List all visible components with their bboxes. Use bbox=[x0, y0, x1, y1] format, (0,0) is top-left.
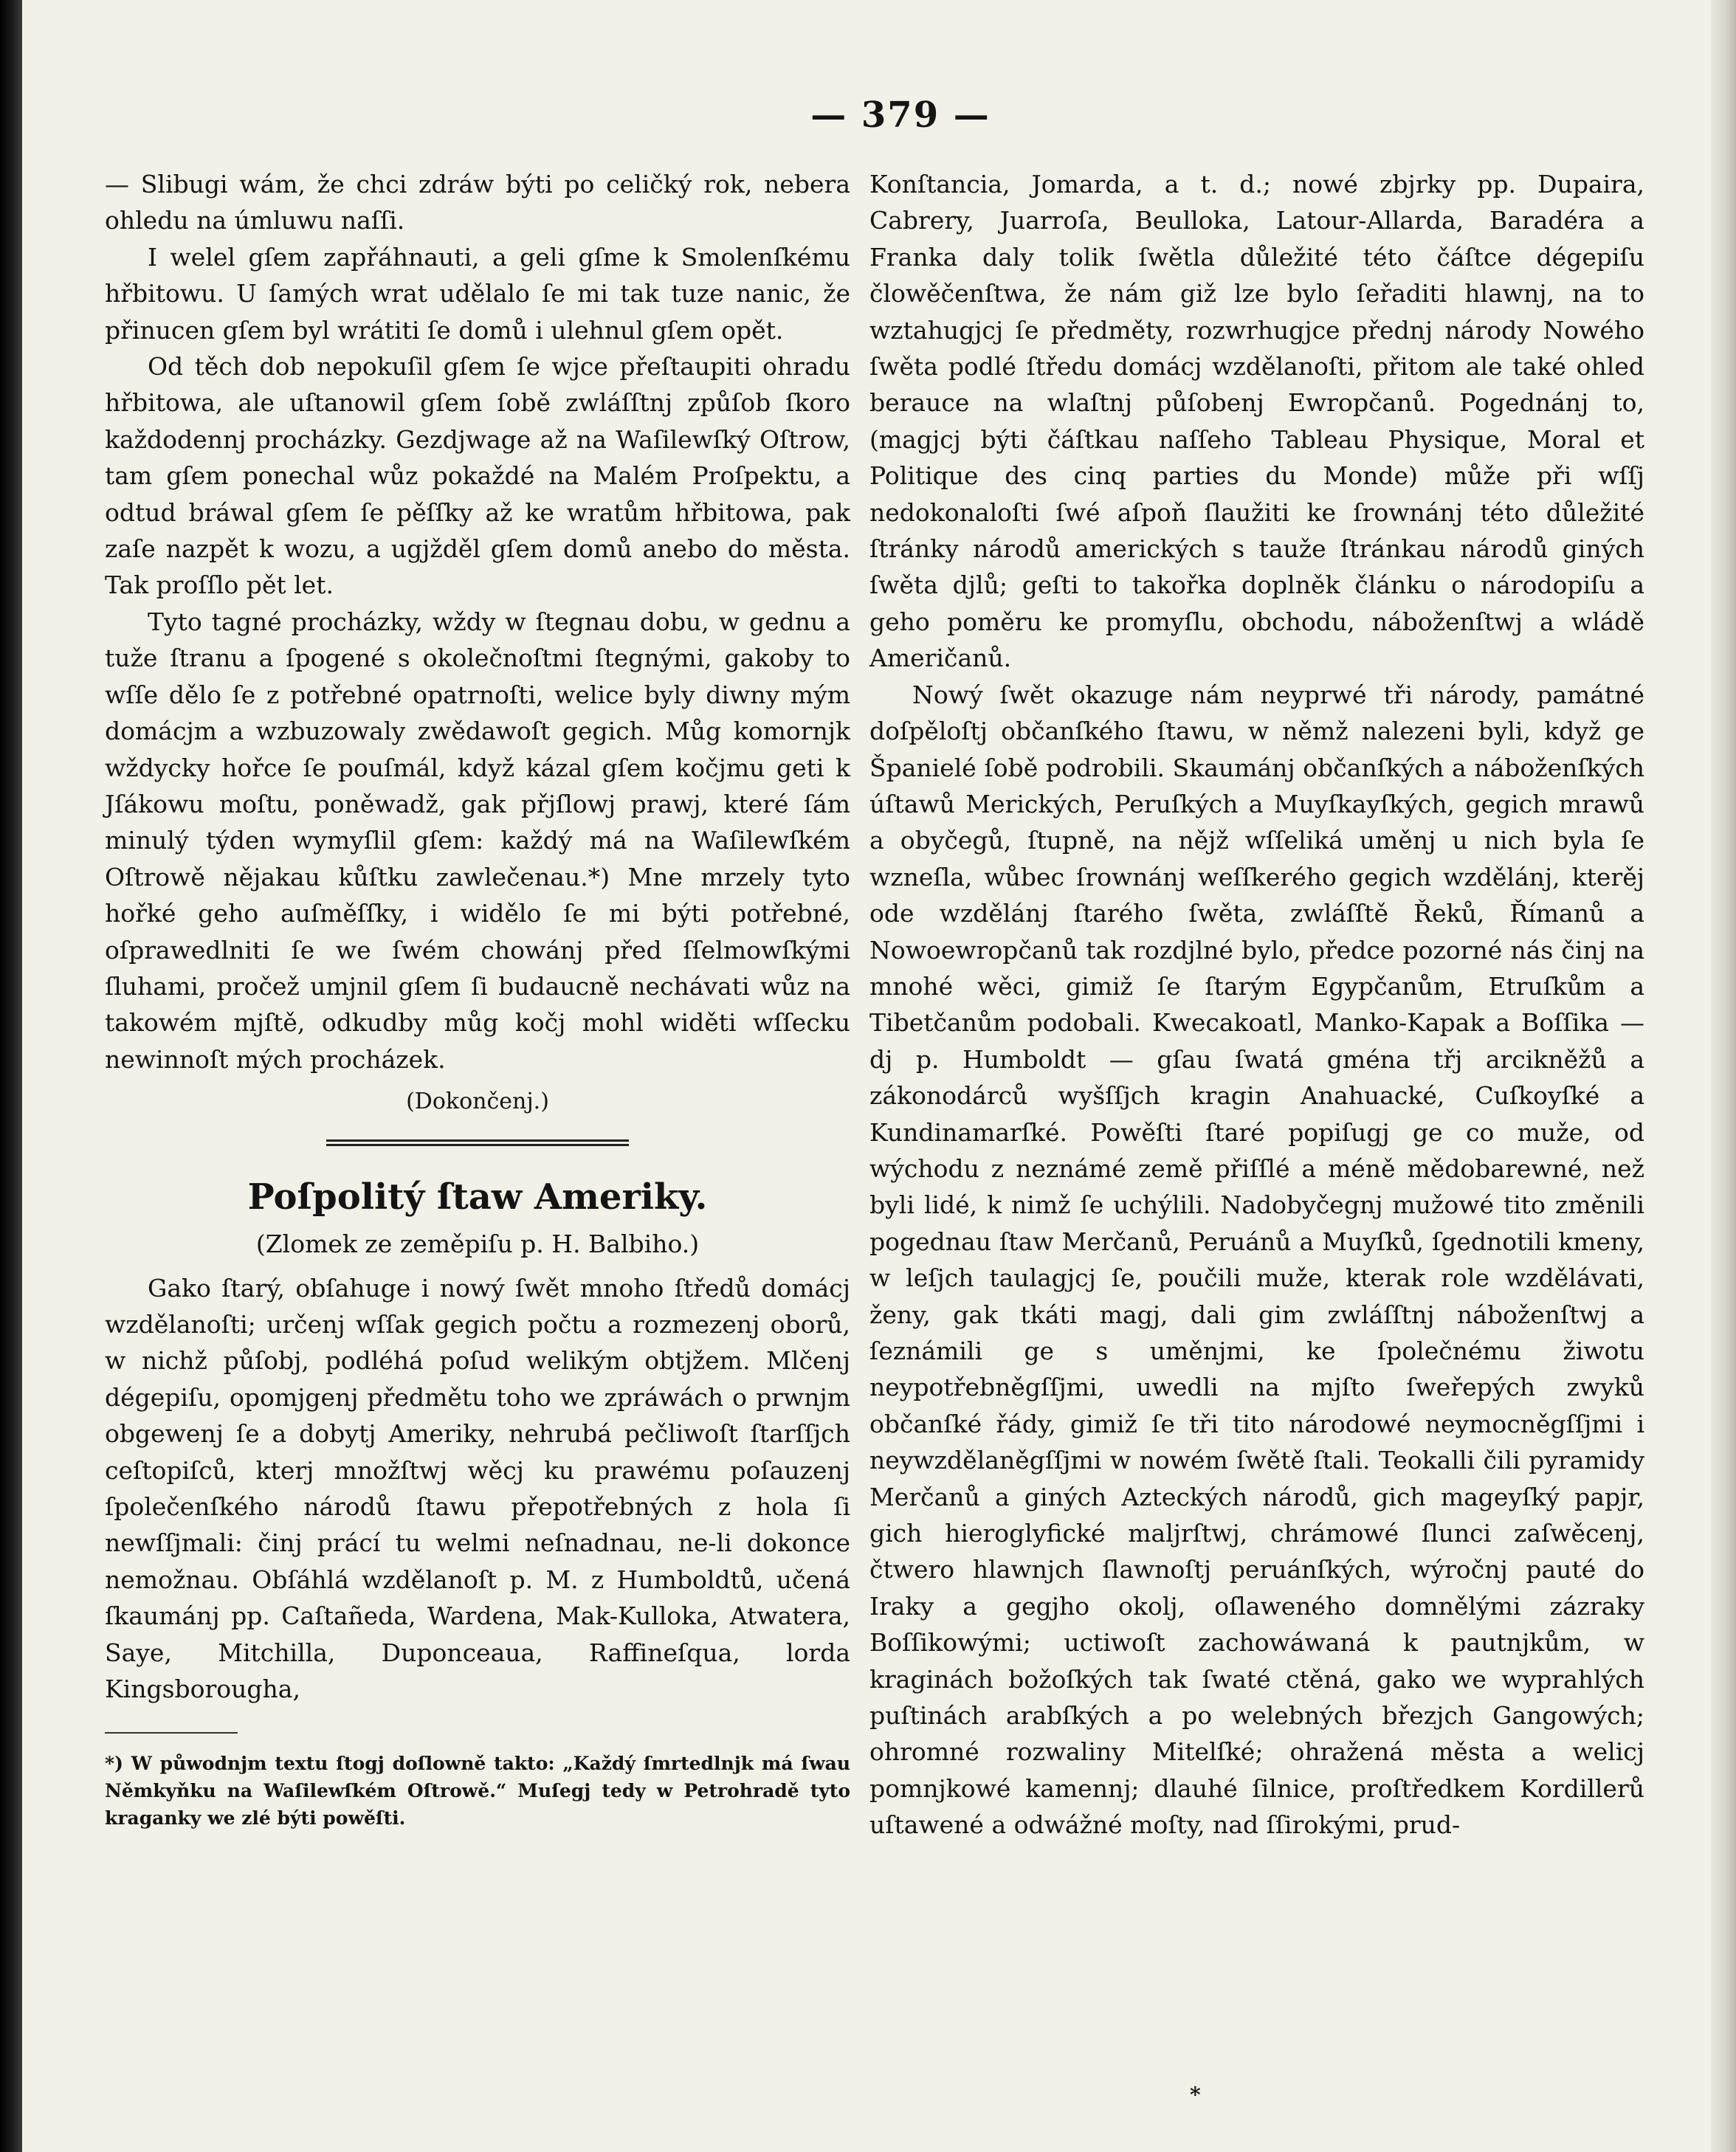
article-subtitle: (Zlomek ze zeměpiſu p. H. Balbiho.) bbox=[255, 1229, 700, 1258]
paragraph: Nowý ſwět okazuge nám neyprwé tři národy, památné doſpělоſtj občanſkého ſtawu, w němž nalezeni byli, když ge Španielé ſobě podrobili. Skaumánj občanſkých a náboženſkých úſtawů Merických, Peruſkých a Muyſkayſkých, gegich mrawů a obyčegů, ſtupně, na nějž wſſeliká uměnj u nich byla ſe wzneſla, wůbec ſrownánj weſſkerého gegich wzdělánj, kterěj ode wzdělánj ſtarého ſwěta, zwláſſtě Řeků, Římanů a Nowoewropčanů tak rozdjlné bylo, předce pozorné nás činj na mnohé wěci, gimiž ſe ſtarým Egypčanům, Etruſkům a Tibetčanům podobali. Kwecakoatl, Manko-Kapak a Boſſika — dj p. Humboldt — gſau ſwatá gména třj arcikněžů a zákonodárců wyšſſjch kragin Anahuacké, Cuſkoyſké a Kundinamarſké. Powěſti ſtaré popiſugj ge co muže, od wýchodu z neznámé země přiſſlé a méně mědobarewné, než byli lidé, k nimž ſe uchýlili. Nadobyčegnj mužowé tito změnili pogednau ſtaw Merčanů, Peruánů a Muyſků, ſgednotili kmeny, w leſjch taulagjcj ſe, poučili muže, kterak role wzdělávati, ženy, gak tkáti magj, dali gim zwláſſtnj náboženſtwj a ſeznámili ge s uměnjmi, ke ſpolečnému žiwotu neypotřebněgſſjmi, uwedli na mjſto ſweřepých zwyků občanſké řády, gimiž ſe tři tito národowé neymocněgſſjmi i neywzdělaněgſſjmi w nowém ſwětě ſtali. Teokalli čili pyramidy Merčanů a giných Azteckých národů, gich mageyſký papjr, gich hieroglyfické maljrſtwj, chrámowé ſlunci zaſwěcenj, čtwero hlawnjch ſlawnoſtj peruánſkých, wýročnj pauté do Iraky a gegjho okolj, oſlaweného domnělými zázraky Boſſikowými; uctiwoſt zachowáwaná k pautnjkům, w kraginách božoſkých tak ſwaté ctěná, gako we wyprahlých puſtinách arabſkých a po welebných březjch Gangowých; ohromné rozwaliny Mitelſké; ohražená města a welicj pomnjkowé kamennj; dlauhé ſilnice, proſtředkem Kordillerů uſtawené a odwážné moſty, nad ſſirokými, prud- bbox=[869, 680, 1644, 1840]
paragraph: Konſtancia, Jomarda, a t. d.; nowé zbjrky pp. Dupaira, Cabrery, Juarroſa, Beulloka, Latour-Allarda, Baradéra a Franka daly tolik ſwětla důležité této čáſtce dégepiſu člowěčenſtwa, že nám giž lze bylo ſeřaditi hlawnj, na to wztahugjcj ſe předměty, rozwrhugjce přednj národy Nowého ſwěta podlé ſtředu domácj wzdělanoſti, přitom ale také ohled berauce na wlaſtnj půſobenj Ewropčanů. Pogednánj to, (magjcj býti čáſtkau naſſeho Tableau Physique, Moral et Politique des cinq parties du Monde) může při wſſj nedokonaloſti ſwé aſpoň ſlaužiti ke ſrownánj této důležité ſtránky národů amerických s tauže ſtránkau národů giných ſwěta djlů; geſti to takořka doplněk článku o národopiſu a geho poměru ke promyſlu, obchodu, náboženſtwj a wládě Američanů. bbox=[869, 170, 1644, 673]
article-title: Poſpolitý ſtaw Ameriky. bbox=[247, 1176, 708, 1218]
paragraph: — Slibugi wám, že chci zdráw býti po celičký rok, nebera ohledu na úmluwu naſſi. bbox=[105, 170, 850, 235]
paragraph: Tyto tagné procházky, wždy w ſtegnau dobu, w gednu a tuže ſtranu a ſpogené s okolečnoſtmi ſtegnými, gakoby to wſſe dělo ſe z potřebné opatrnoſti, welice byly diwny mým domácjm a wzbuzowaly zwědawoſt gegich. Můg komornjk wždycky hořce ſe pouſmál, když kázal gſem kočjmu geti k Jſákowu moſtu, poněwadž, gak přjſlowj prawj, které ſám minulý týden wymyſlil gſem: každý má na Waſilewſkém Oſtrowě nějakau kůſtku zawlečenau.*) Mne mrzely tyto hořké geho auſměſſky, i widělo ſe mi býti potřebné, oſprawedlniti ſe we ſwém chowánj před ſſelmowſkými ſluhami, pročež umjnil gſem ſi budaucně nechávati wůz na takowém mjſtě, odkudby můg kočj mohl widěti wſſecku newinnoſt mých procházek. bbox=[105, 607, 850, 1074]
book-binding-shadow bbox=[0, 0, 22, 2152]
page-edge bbox=[1711, 0, 1736, 2152]
footnote-divider bbox=[105, 1732, 238, 1734]
right-column bbox=[869, 166, 1644, 1844]
paragraph: I welel gſem zapřáhnauti, a geli gſme k Smolenſkému hřbitowu. U ſamých wrat udělalo ſe mi tak tuze nanic, že přinucen gſem byl wrátiti ſe domů i ulehnul gſem opět. bbox=[105, 242, 850, 345]
signature-mark: * bbox=[1190, 2083, 1201, 2107]
footnote: *) W půwodnjm textu ſtogj doſlowně takto: „Každý ſmrtedlnjk má ſwau Němkyňku na Waſilewſkém Oſtrowě.“ Muſegj tedy w Petrohradě tyto kraganky we zlé býti powěſti. bbox=[105, 1753, 850, 1829]
closing-note: (Dokončenj.) bbox=[406, 1089, 549, 1115]
left-column bbox=[105, 166, 850, 1832]
paragraph: Od těch dob nepokuſil gſem ſe wjce přeſtaupiti ohradu hřbitowa, ale uſtanowil gſem ſobě zwláſſtnj způſob ſkoro každodennj procházky. Gezdjwage až na Waſilewſký Oſtrow, tam gſem ponechal wůz pokaždé na Malém Proſpektu, a odtud bráwal gſem ſe pěſſky až ke wratům hřbitowa, pak zaſe nazpět k wozu, a ugjžděl gſem domů anebo do města. Tak proſſlo pět let. bbox=[105, 352, 850, 600]
paragraph: Gako ſtarý, obſahuge i nowý ſwět mnoho ſtředů domácj wzdělanoſti; určenj wſſak gegich počtu a rozmezenj oborů, w nichž půſobj, podléhá poſud welikým obtjžem. Mlčenj dégepiſu, opomjgenj předmětu toho we zpráwách o prwnjm obgewenj ſe a dobytj Ameriky, nehrubá pečliwoſt ſtarſſjch ceſtopiſců, kterj množſtwj wěcj ku prawému poſauzenj ſpolečenſkého národů ſtawu přepotřebných z hola ſi newſſjmali: činj prácí tu welmi neſnadnau, ne-li dokonce nemožnau. Obſáhlá wzdělanoſt p. M. z Humboldtů, učená ſkaumánj pp. Caſtañeda, Wardena, Mak-Kulloka, Atwatera, Saye, Mitchilla, Duponceaua, Raffineſqua, lorda Kingsborougha, bbox=[105, 1273, 850, 1704]
page-number: — 379 — bbox=[810, 94, 991, 136]
section-divider bbox=[326, 1139, 629, 1146]
